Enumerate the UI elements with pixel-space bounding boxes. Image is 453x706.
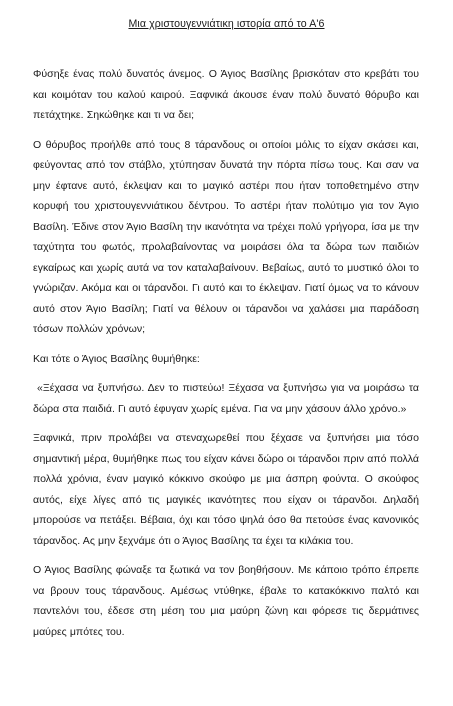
paragraph-2: Ο θόρυβος προήλθε από τους 8 τάρανδους οι οποίοι μόλις το είχαν σκάσει και, φεύγοντας από τον στάβλο, χτύπησαν δυνατά την πόρτα πίσω τους. Και σαν να μην έφτανε αυτό, έκλεψαν και το μαγικό αστέρι που ήταν τοποθετημένο στην κορυφή του χριστουγεννιάτικου δέντρου. Το αστέρι ήταν πολύτιμο για τον Άγιο Βασίλη. Έδινε στον Άγιο Βασίλη την ικανότητα να τρέχει πολύ γρήγορα, ίσα με την ταχύτητα του φωτός, προλαβαίνοντας να μοιράσει όλα τα δώρα των παιδιών εγκαίρως και χωρίς αυτά να τον καταλαβαίνουν. Βεβαίως, αυτό το μυστικό όλοι το γνώριζαν. Ακόμα και οι τάρανδοι. Γι αυτό και το έκλεψαν. Γιατί όμως να το κάνουν αυτό στον Άγιο Βασίλη; Γιατί να θέλουν οι τάρανδοι να χαλάσει μια παράδοση τόσων πολλών χρόνων; [33, 138, 419, 335]
document-body [33, 64, 419, 651]
paragraph-4-quote: «Ξέχασα να ξυπνήσω. Δεν το πιστεύω! Ξέχασα να ξυπνήσω για να μοιράσω τα δώρα στα παιδιά. Γι αυτό έφυγαν χωρίς εμένα. Για να μην χάσουν άλλο χρόνο.» [33, 382, 419, 415]
paragraph-5: Ξαφνικά, πριν προλάβει να στεναχωρεθεί που ξέχασε να ξυπνήσει μια τόσο σημαντική μέρα, θυμήθηκε πως του είχαν κάνει δώρο οι τάρανδοι πριν από πολλά πολλά χρόνια, έναν μαγικό κόκκινο σκούφο με μια άσπρη φούντα. Ο σκούφος αυτός, είχε λίγες από τις μαγικές ικανότητες που είχαν οι τάρανδοι. Δηλαδή μπορούσε να πετάξει. Βέβαια, όχι και τόσο ψηλά όσο θα πετούσε ένας κανονικός τάρανδος. Ας μην ξεχνάμε ότι ο Άγιος Βασίλης τα έχει τα κιλάκια του. [33, 432, 419, 547]
paragraph-3: Και τότε ο Άγιος Βασίλης θυμήθηκε: [33, 352, 200, 365]
paragraph-1: Φύσηξε ένας πολύ δυνατός άνεμος. Ο Άγιος Βασίλης βρισκόταν στο κρεβάτι του και κοιμόταν του καλού καιρού. Ξαφνικά άκουσε έναν πολύ δυνατό θόρυβο και πετάχτηκε. Σηκώθηκε και τι να δει; [33, 68, 419, 121]
document-title: Μια χριστουγεννιάτικη ιστορία από το Α'6 [128, 18, 325, 30]
paragraph-6: Ο Άγιος Βασίλης φώναξε τα ξωτικά να τον βοηθήσουν. Με κάποιο τρόπο έπρεπε να βρουν τους τάρανδους. Αμέσως ντύθηκε, έβαλε το κατακόκκινο παλτό και παντελόνι του, έδεσε στη μέση του μια μαύρη ζώνη και φόρεσε τις δερμάτινες μαύρες μπότες του. [33, 564, 419, 638]
